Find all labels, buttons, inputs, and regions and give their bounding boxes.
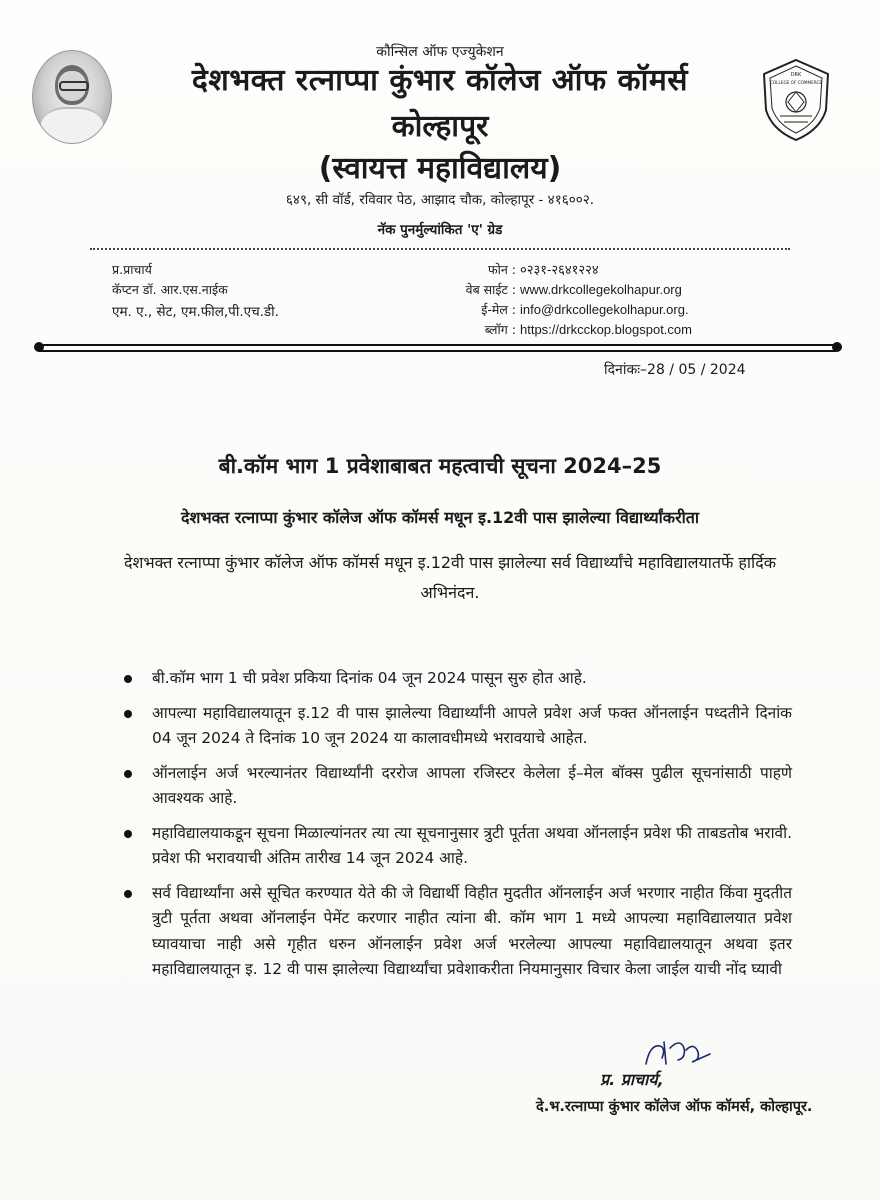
contact-label: ई-मेल : bbox=[481, 302, 516, 317]
contact-email bbox=[438, 300, 692, 320]
phone-number: ०२३१-२६४१२२४ bbox=[520, 262, 599, 277]
notice-date: दिनांकः–28 / 05 / 2024 bbox=[604, 362, 746, 378]
signatory-role: प्र. प्राचार्य, bbox=[600, 1070, 664, 1089]
notice-subtitle: देशभक्त रत्नाप्पा कुंभार कॉलेज ऑफ कॉमर्स मधून इ.12वी पास झालेल्या विद्यार्थ्यांकरीता bbox=[180, 508, 700, 527]
congratulations-message: देशभक्त रत्नाप्पा कुंभार कॉलेज ऑफ कॉमर्स मधून इ.12वी पास झालेल्या सर्व विद्यार्थ्यांचे महाविद्यालयातर्फे हार्दिक अभिनंदन. bbox=[124, 553, 776, 602]
list-item bbox=[124, 666, 792, 692]
header-rule-bottom bbox=[38, 350, 836, 352]
contact-website bbox=[438, 280, 692, 300]
accreditation-grade: नॅक पुनर्मुल्यांकित 'ए' ग्रेड bbox=[377, 222, 503, 238]
signatory-college: दे.भ.रत्नाप्पा कुंभार कॉलेज ऑफ कॉमर्स, कोल्हापूर. bbox=[536, 1099, 813, 1115]
college-status: (स्वायत्त महाविद्यालय) bbox=[318, 151, 562, 186]
point-text: सर्व विद्यार्थ्यांना असे सूचित करण्यात येते की जे विद्यार्थी विहीत मुदतीत ऑनलाईन अर्ज भरणार नाहीत किंवा मुदतीत त्रुटी पूर्तता अथवा ऑनलाईन पेमेंट करणार नाहीत त्यांना बी. कॉम भाग 1 मध्ये आपल्या महाविद्यालयात प्रवेश घ्यावयाचा नाही असे गृहीत धरुन ऑनलाईन प्रवेश अर्ज भरलेल्या आपल्या महाविद्यालयातून अथवा इतर महाविद्यालयातून इ. 12 वी पास झालेल्या विद्यार्थ्यांचा प्रवेशाकरीता नियमानुसार विचार केला जाईल याची नोंद घ्यावी bbox=[152, 883, 792, 978]
bullet-icon bbox=[124, 710, 132, 718]
list-item bbox=[124, 821, 792, 872]
bullet-icon bbox=[124, 770, 132, 778]
rule-end-dot bbox=[832, 342, 842, 352]
point-text: आपल्या महाविद्यालयातून इ.12 वी पास झालेल्या विद्यार्थ्यांनी आपले प्रवेश अर्ज फक्त ऑनलाईन पध्दतीने दिनांक 04 जून 2024 ते दिनांक 10 जून 2024 या कालावधीमध्ये भरावयाचे आहेत. bbox=[152, 703, 792, 747]
bullet-icon bbox=[124, 675, 132, 683]
point-text: बी.कॉम भाग 1 ची प्रवेश प्रकिया दिनांक 04 जून 2024 पासून सुरु होत आहे. bbox=[152, 669, 587, 687]
contact-blog bbox=[438, 320, 692, 340]
contact-label: ब्लॉग : bbox=[484, 322, 516, 337]
point-text: ऑनलाईन अर्ज भरल्यानंतर विद्यार्थ्यांनी दररोज आपला रजिस्टर केलेला ई–मेल बॉक्स पुढील सूचनांसाठी पाहणे आवश्यक आहे. bbox=[152, 763, 792, 807]
notice-title: बी.कॉम भाग 1 प्रवेशाबाबत महत्वाची सूचना 2024–25 bbox=[218, 454, 662, 478]
rule-end-dot bbox=[34, 342, 44, 352]
handwritten-signature bbox=[640, 1034, 720, 1070]
college-name: देशभक्त रत्नाप्पा कुंभार कॉलेज ऑफ कॉमर्स bbox=[191, 63, 689, 98]
blog-link[interactable]: https://drkcckop.blogspot.com bbox=[520, 322, 692, 337]
contact-label: फोन : bbox=[488, 262, 516, 277]
svg-text:COLLEGE OF COMMERCE: COLLEGE OF COMMERCE bbox=[769, 80, 823, 85]
principal-qualifications: एम. ए., सेट, एम.फील,पी.एच.डी. bbox=[112, 304, 279, 320]
principal-title: प्र.प्राचार्य bbox=[112, 262, 152, 277]
contact-label: वेब साईट : bbox=[465, 282, 516, 297]
contact-info bbox=[438, 260, 692, 340]
college-city: कोल्हापूर bbox=[391, 109, 489, 144]
list-item bbox=[124, 761, 792, 812]
college-address: ६४९, सी वॉर्ड, रविवार पेठ, आझाद चौक, कोल्हापूर - ४१६००२. bbox=[285, 192, 595, 208]
dotted-divider bbox=[90, 248, 790, 250]
header-rule-top bbox=[38, 344, 836, 346]
svg-text:DRK: DRK bbox=[790, 72, 802, 78]
principal-info bbox=[112, 260, 279, 322]
list-item bbox=[124, 701, 792, 752]
contact-phone bbox=[438, 260, 692, 280]
bullet-icon bbox=[124, 890, 132, 898]
list-item bbox=[124, 881, 792, 983]
website-link[interactable]: www.drkcollegekolhapur.org bbox=[520, 282, 682, 297]
point-text: महाविद्यालयाकडून सूचना मिळाल्यांनतर त्या त्या सूचनानुसार त्रुटी पूर्तता अथवा ऑनलाईन प्रवेश फी ताबडतोब भरावी. प्रवेश फी भरावयाची अंतिम तारीख 14 जून 2024 आहे. bbox=[152, 823, 792, 867]
principal-name: कॅप्टन डॉ. आर.एस.नाईक bbox=[112, 282, 228, 297]
bullet-icon bbox=[124, 830, 132, 838]
council-name: कौन्सिल ऑफ एज्युकेशन bbox=[376, 44, 504, 60]
notice-points-list bbox=[124, 666, 792, 992]
email-link[interactable]: info@drkcollegekolhapur.org. bbox=[520, 302, 689, 317]
